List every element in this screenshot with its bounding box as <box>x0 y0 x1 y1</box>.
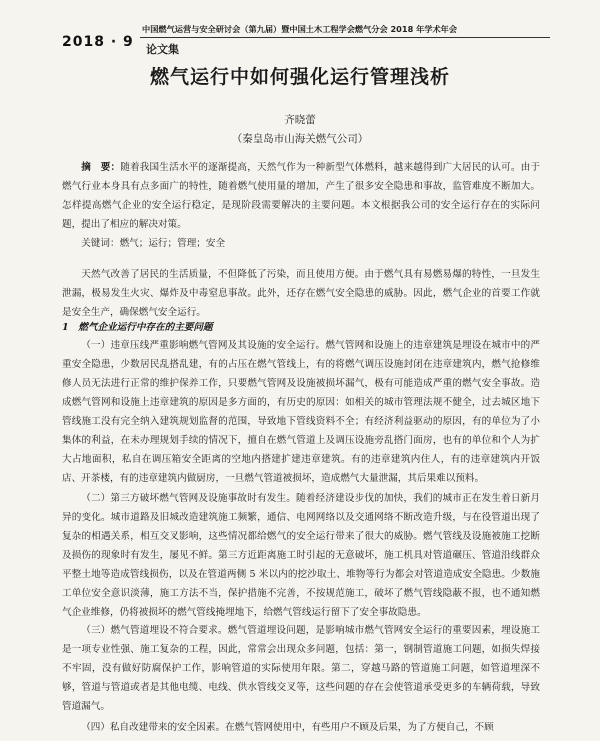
keywords-text: 燃气；运行；管理；安全 <box>119 238 226 249</box>
paragraph-text: （四）私自改建带来的安全因素。在燃气管网使用中，有些用户不顾及后果，为了方便自己，不顾 <box>81 722 494 733</box>
body-paragraph-1 <box>62 336 540 488</box>
keywords-label: 关键词： <box>81 238 120 249</box>
header-rule <box>140 37 550 38</box>
conference-name: 中国燃气运营与安全研讨会（第九届）暨中国土木工程学会燃气分会 2018 年学术年会 <box>142 24 458 34</box>
author-name: 齐晓蕾 <box>284 114 316 126</box>
year-issue: 2018 · 9 <box>62 34 134 50</box>
abstract-text: 随着我国生活水平的逐渐提高，天然气作为一种新型气体燃料，越来越得到广大居民的认可。由于燃气行业本身具有点多面广的特性，随着燃气使用量的增加，产生了很多安全隐患和事故，监管难度不断加大。怎样提高燃气企业的安全运行稳定，是现阶段需要解决的主要问题。本文根据我公司的安全运行存在的实际问题，提出了相应的解决对策。 <box>62 162 540 230</box>
paragraph-text: （三）燃气管道埋设不符合要求。燃气管道埋设问题，是影响城市燃气管网安全运行的重要因素，埋设施工是一项专业性强、施工复杂的工程，因此，常常会出现众多问题，包括：第一，钢制管道施工问题，如损失焊接不牢固，没有做好防腐保护工作，影响管道的实际使用年限。第二，穿越马路的管道施工问题，如管道埋深不够，管道与管道或者是其他电缆、电线、供水管线交叉等，这些问题的存在会使管道承受更多的车辆荷载，导致管道漏气。 <box>62 625 540 712</box>
paragraph-text: （二）第三方破坏燃气管网及设施事故时有发生。随着经济建设步伐的加快，我们的城市正在发生着日新月异的变化。城市道路及旧城改造建筑施工频繁，通信、电网网络以及交通网络不断改造升级，与在役管道出现了复杂的相遇关系，相互交叉影响，这些情况都给燃气的安全运行带来了很大的威胁。燃气管线及设施被施工挖断及损伤的现象时有发生，屡见不鲜。第三方近距离施工时引起的无意破坏，施工机具对管道碾压、管道沿线群众平整土地等造成管线损伤，以及在管道两侧 5 米以内的挖沙取土、堆物等行为都会对管道造成安全隐患。少数施工单位安全意识淡薄，施工方法不当，保护措施不完善，不按规范施工，破坏了燃气管线隐蔽不报，也不通知燃气企业维修，仍将被损坏的燃气管线掩埋地下，给燃气管线运行留下了安全事故隐患。 <box>62 493 540 618</box>
section-label: 论文集 <box>146 43 179 56</box>
keywords <box>62 234 540 253</box>
author-affiliation: （秦皇岛市山海关燃气公司） <box>231 133 369 145</box>
paper-title: 燃气运行中如何强化运行管理浅析 <box>149 66 450 88</box>
abstract <box>62 158 540 234</box>
abstract-label: 摘 要： <box>81 162 121 173</box>
intro-text: 天然气改善了居民的生活质量，不但降低了污染，而且使用方便。由于燃气具有易燃易爆的特性，一旦发生泄漏，极易发生火灾、爆炸及中毒窒息事故。此外，还存在燃气安全隐患的威胁。因此，燃气企业的首要工作就是安全生产，确保燃气安全运行。 <box>62 269 540 318</box>
body-paragraph-4 <box>62 718 540 737</box>
body-paragraph-3 <box>62 621 540 716</box>
section-heading: 1 燃气企业运行中存在的主要问题 <box>62 322 213 333</box>
intro-paragraph <box>62 265 540 322</box>
paragraph-text: （一）违章压线严重影响燃气管网及其设施的安全运行。燃气管网和设施上的违章建筑是埋设在城市中的严重安全隐患，少数居民乱搭乱建，有的占压在燃气管线上，有的将燃气调压设施封闭在违章建筑内，燃气抢修维修人员无法进行正常的维护保养工作，只要燃气管网及设施被损坏漏气，极有可能造成严重的燃气安全事故。造成燃气管网和设施上违章建筑的原因是多方面的，有历史的原因：如相关的城市管理法规不健全，过去城区地下管线施工没有完全纳入建筑规划监督的范围，导致地下管线资料不全；有经济利益驱动的原因，有的单位为了小集体的利益，在未办理规划手续的情况下，擅自在燃气管道上及调压设施旁乱搭门面房，也有的单位和个人为扩大占地面积，私自在调压箱安全距离的空地内搭建扩建违章建筑。有的违章建筑内住人，有的违章建筑内开饭店、开茶楼，有的违章建筑内做厨房，一旦燃气管道被损坏，造成燃气大量泄漏，其后果难以预料。 <box>62 340 540 484</box>
body-paragraph-2 <box>62 489 540 622</box>
